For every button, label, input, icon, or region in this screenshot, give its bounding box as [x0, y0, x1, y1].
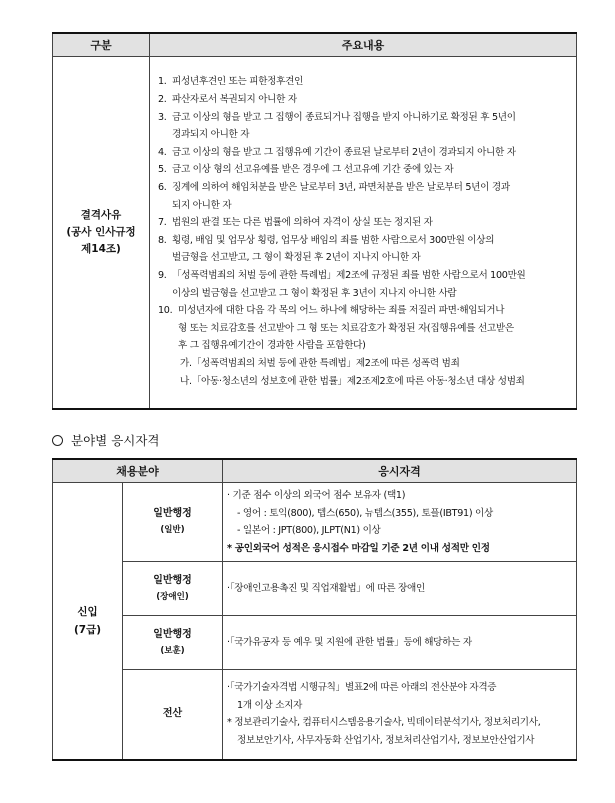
list-item [158, 179, 570, 197]
qualification-line: ·「장애인고용촉진 및 직업재활법」에 따른 장애인 [227, 582, 425, 594]
list-item-number: 1. [158, 76, 167, 88]
table-row [53, 616, 577, 670]
role-cell [123, 562, 223, 616]
header-field: 채용분야 [53, 459, 223, 483]
list-item-number: 3. [158, 111, 167, 123]
role-name: 일반행정 [153, 508, 192, 519]
category-line: 결격사유 [80, 208, 122, 221]
table-row [53, 562, 577, 616]
list-item-number: 9. [158, 269, 167, 281]
list-item-text: 법원의 판결 또는 다른 법률에 의하여 자격이 상실 또는 정지된 자 [172, 217, 433, 229]
list-item [158, 126, 570, 144]
qualification-line: 정보보안기사, 사무자동화 산업기사, 정보처리산업기사, 정보보안산업기사 [237, 734, 535, 746]
qualification-line: 1개 이상 소지자 [237, 699, 303, 711]
list-item-number: 7. [158, 217, 167, 229]
disqualification-list [158, 73, 570, 355]
list-item [158, 73, 570, 91]
list-item-text: 징계에 의하여 해임처분을 받은 날로부터 3년, 파면처분을 받은 날로부터 5년이 경과 [172, 181, 510, 193]
list-item-number: 6. [158, 181, 167, 193]
list-item-text: 피성년후견인 또는 피한정후견인 [172, 76, 304, 88]
list-item-number [158, 126, 172, 144]
role-sub: (장애인) [156, 591, 189, 602]
qualification-cell [223, 562, 577, 616]
list-item-number [158, 337, 178, 355]
list-item-number: 8. [158, 234, 167, 246]
table-row [53, 670, 577, 760]
role-cell [123, 483, 223, 562]
list-item [158, 267, 570, 285]
list-item-text: 경과되지 아니한 자 [172, 129, 250, 141]
list-item-text: 횡령, 배임 및 업무상 횡령, 업무상 배임의 죄를 범한 사람으로서 300만원 이상의 [172, 234, 495, 246]
qualification-cell [223, 670, 577, 760]
section-heading [52, 432, 160, 450]
list-item [158, 214, 570, 232]
qualification-line: ·「국가기술자격법 시행규칙」별표2에 따른 아래의 전산분야 자격증 [227, 682, 497, 694]
list-item [158, 320, 570, 338]
list-item-text: 형 또는 치료감호를 선고받아 그 형 또는 치료감호가 확정된 자(집행유예를 선고받은 [178, 322, 514, 334]
list-item-number [158, 285, 172, 303]
role-cell [123, 670, 223, 760]
table-header-row [53, 459, 577, 483]
sub-item: 가.「성폭력범죄의 처벌 등에 관한 특례법」제2조에 따른 성폭력 범죄 [180, 357, 460, 369]
list-item-text: 미성년자에 대한 다음 각 목의 어느 하나에 해당하는 죄를 저질러 파면·해임되거나 [178, 305, 505, 317]
header-content: 주요내용 [150, 33, 577, 57]
qualification-cell [223, 483, 577, 562]
sub-item: 나.「아동·청소년의 성보호에 관한 법률」제2조제2호에 따른 아동·청소년 대상 성범죄 [180, 375, 525, 387]
qualification-line: ·「국가유공자 등 예우 및 지원에 관한 법률」등에 해당하는 자 [227, 636, 472, 648]
major-line: (7급) [73, 623, 102, 636]
role-sub: (일반) [160, 525, 185, 535]
qualification-cell [223, 616, 577, 670]
role-name: 전산 [162, 708, 183, 720]
table-row [53, 57, 577, 409]
list-item [158, 161, 570, 179]
category-cell [53, 57, 150, 409]
role-name: 일반행정 [153, 628, 192, 640]
list-item [158, 91, 570, 109]
list-item [158, 249, 570, 267]
category-line: (공사 인사규정 [66, 225, 136, 238]
section-title: 분야별 응시자격 [71, 433, 160, 448]
content-cell [150, 57, 577, 409]
major-line: 신입 [77, 605, 98, 618]
list-item-text: 금고 이상 형의 선고유예를 받은 경우에 그 선고유예 기간 중에 있는 자 [172, 164, 454, 176]
qualification-line: · 기준 점수 이상의 외국어 점수 보유자 (택1) [227, 490, 406, 501]
list-item-text: 이상의 벌금형을 선고받고 그 형이 확정된 후 3년이 지나지 아니한 사람 [172, 287, 457, 299]
list-item-number [158, 249, 172, 267]
qualification-table [52, 458, 577, 761]
list-item [158, 144, 570, 162]
list-item-number [158, 320, 178, 338]
list-item-text: 파산자로서 복권되지 아니한 자 [172, 94, 297, 105]
list-item [158, 302, 570, 320]
list-item-text: 「성폭력범죄의 처벌 등에 관한 특례법」제2조에 규정된 죄를 범한 사람으로서 100만원 [172, 269, 526, 281]
qualification-line: - 일본어 : JPT(800), JLPT(N1) 이상 [237, 525, 381, 536]
header-qualification: 응시자격 [223, 459, 577, 483]
list-item [158, 232, 570, 250]
major-category-cell [53, 483, 123, 760]
list-item-number: 5. [158, 164, 167, 176]
qualification-line: - 영어 : 토익(800), 텝스(650), 뉴텝스(355), 토플(IBT91) 이상 [237, 507, 493, 519]
list-item [158, 197, 570, 215]
list-item-text: 금고 이상의 형을 받고 그 집행유예 기간이 종료된 날로부터 2년이 경과되지 아니한 자 [172, 146, 516, 158]
qualification-line: * 정보관리기술사, 컴퓨터시스템응용기술사, 빅데이터분석기사, 정보처리기사, [227, 717, 541, 729]
role-cell [123, 616, 223, 670]
list-item-text: 후 그 집행유예기간이 경과한 사람을 포함한다) [178, 340, 366, 352]
list-item-text: 금고 이상의 형을 받고 그 집행이 종료되거나 집행을 받지 아니하기로 확정된 후 5년이 [172, 111, 516, 123]
role-sub: (보훈) [160, 645, 185, 656]
disqualification-table [52, 32, 577, 410]
qualification-note: * 공인외국어 성적은 응시접수 마감일 기준 2년 이내 성적만 인정 [227, 542, 490, 554]
role-name: 일반행정 [153, 574, 192, 586]
list-item [158, 109, 570, 127]
list-item [158, 285, 570, 303]
header-category: 구분 [53, 33, 150, 57]
list-item-number: 2. [158, 94, 167, 105]
list-item-text: 되지 아니한 자 [172, 199, 232, 211]
table-row [53, 483, 577, 562]
table-header-row [53, 33, 577, 57]
category-line: 제14조) [81, 242, 121, 255]
list-item-number [158, 197, 172, 215]
circle-bullet-icon [52, 435, 63, 446]
list-item-text: 벌금형을 선고받고, 그 형이 확정된 후 2년이 지나지 아니한 자 [172, 252, 421, 264]
list-item [158, 337, 570, 355]
list-item-number: 4. [158, 146, 167, 158]
list-item-number: 10. [158, 305, 173, 317]
